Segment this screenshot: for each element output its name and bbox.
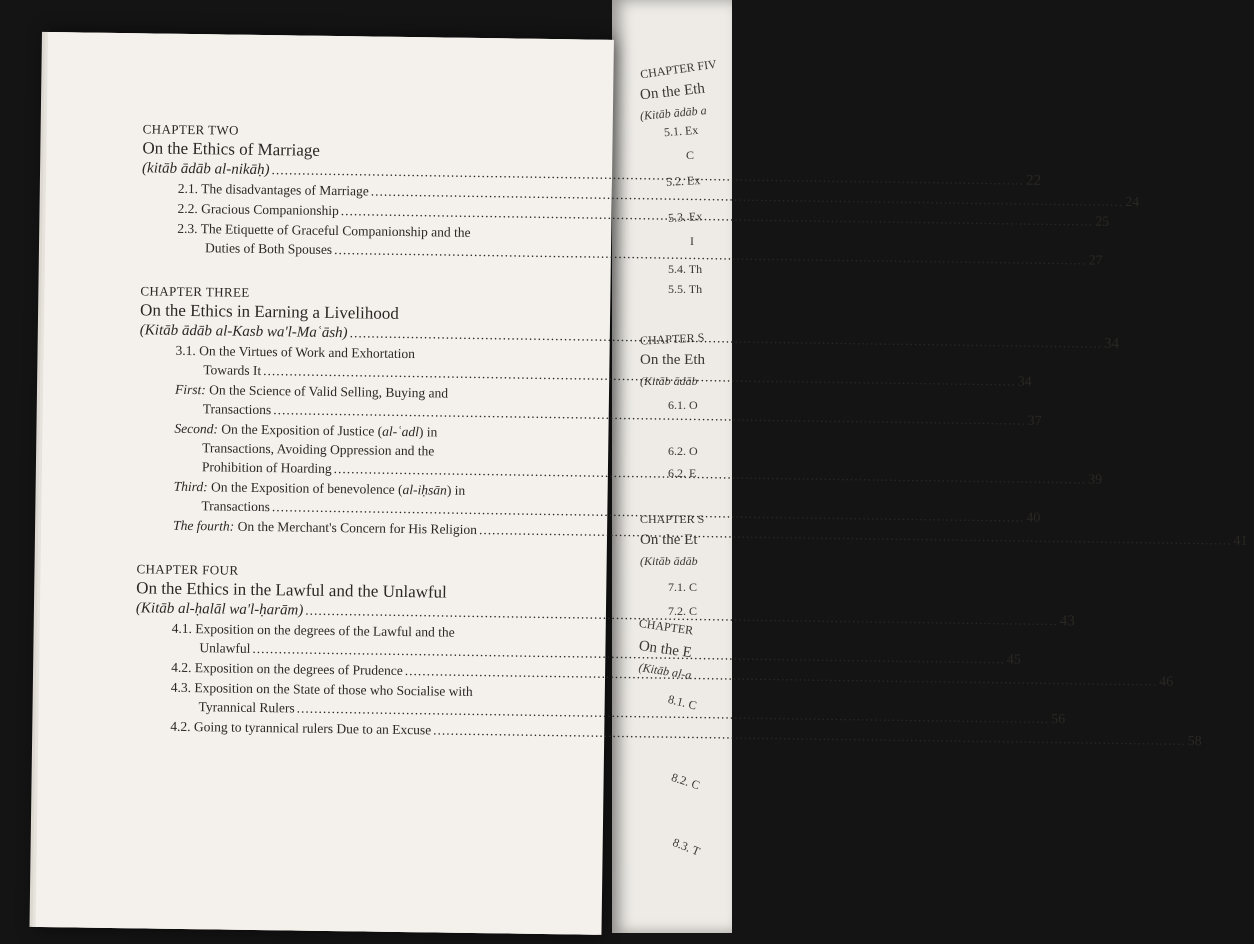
chapter-arabic-title: (Kitāb ādāb al-Kasb wa'l-Maʿāsh) bbox=[139, 322, 348, 342]
page-number: 46 bbox=[1159, 674, 1174, 690]
entry-title: On the Exposition of Justice ( bbox=[217, 421, 383, 439]
right-page-line: On the Eth bbox=[640, 352, 705, 368]
entry-title-line: 3.1. On the Virtues of Work and Exhortation bbox=[175, 342, 416, 362]
entry-title: Prohibition of Hoarding bbox=[201, 459, 332, 477]
right-page-line: CHAPTER S bbox=[639, 330, 705, 348]
leader-dots bbox=[433, 720, 1186, 750]
page-number: 34 bbox=[1103, 335, 1120, 352]
right-page-line: (Kitāb ādāb a bbox=[639, 103, 708, 123]
right-page-line: (Kitāb al-a bbox=[637, 660, 693, 683]
entry-title: Duties of Both Spouses bbox=[204, 240, 333, 257]
chapter-arabic-title: (Kitāb al-ḥalāl wa'l-ḥarām) bbox=[135, 600, 304, 619]
right-page-line: 6.1. O bbox=[668, 398, 698, 412]
entry-title: On the Exposition of benevolence ( bbox=[207, 479, 403, 497]
page-number: 40 bbox=[1026, 510, 1041, 526]
right-page-line: 7.2. C bbox=[668, 604, 698, 618]
page-number: 41 bbox=[1233, 533, 1248, 549]
entry-title-line: 4.1. Exposition on the degrees of the Lawful and the bbox=[171, 620, 455, 640]
right-page-line: 5.1. Ex bbox=[663, 122, 699, 140]
right-page-line: 5.2. Ex bbox=[665, 173, 701, 189]
entry-title: Unlawful bbox=[199, 640, 251, 656]
right-page-line: On the Eth bbox=[639, 80, 706, 104]
entry-title-line: Transactions, Avoiding Oppression and the bbox=[202, 440, 435, 459]
right-page-line: 5.3. Ex bbox=[667, 209, 703, 225]
chapter-label: CHAPTER FOUR bbox=[136, 561, 239, 578]
right-page-line: I bbox=[690, 234, 694, 248]
chapter-title: On the Ethics in Earning a Livelihood bbox=[139, 300, 399, 323]
chapter-title: On the Ethics in the Lawful and the Unlawful bbox=[136, 578, 447, 602]
right-page-line: 6.2. E bbox=[668, 466, 697, 480]
entry-lead: First: bbox=[174, 381, 206, 398]
entry-title: 4.2. Going to tyrannical rulers Due to an Excuse bbox=[170, 718, 432, 738]
page-number: 45 bbox=[1006, 652, 1021, 668]
right-page-line: 6.2. O bbox=[668, 444, 698, 458]
entry-lead: The fourth: bbox=[173, 517, 235, 534]
chapter-label: CHAPTER TWO bbox=[142, 121, 240, 138]
chapter-title: On the Ethics of Marriage bbox=[142, 138, 321, 160]
entry-term: al-ʿadl bbox=[382, 423, 420, 440]
page-number: 37 bbox=[1027, 413, 1042, 429]
page-number: 39 bbox=[1087, 472, 1103, 488]
right-page-line: CHAPTER bbox=[638, 616, 695, 638]
page-number: 27 bbox=[1088, 253, 1103, 269]
entry-title: Transactions bbox=[202, 401, 272, 418]
entry-title: ) in bbox=[418, 424, 438, 440]
entry-title: 4.2. Exposition on the degrees of Prudence bbox=[171, 659, 403, 679]
entry-title: Tyrannical Rulers bbox=[198, 699, 295, 716]
page-number: 22 bbox=[1025, 172, 1042, 189]
entry-title bbox=[173, 516, 477, 539]
page-number: 24 bbox=[1125, 195, 1140, 211]
right-page-line: (Kitāb ādāb bbox=[640, 554, 698, 568]
right-page-line: 5.4. Th bbox=[668, 262, 703, 276]
entry-title: 2.2. Gracious Companionship bbox=[177, 200, 339, 219]
right-page-line: 8.3. T bbox=[670, 835, 703, 859]
chapter-label: CHAPTER THREE bbox=[140, 283, 250, 300]
page-number: 58 bbox=[1187, 733, 1202, 750]
leader-dots bbox=[479, 520, 1232, 550]
entry-title-line: 2.3. The Etiquette of Graceful Companionship and the bbox=[177, 220, 471, 240]
entry-lead: Second: bbox=[174, 420, 219, 437]
entry-title-rest: On the Merchant's Concern for His Religion bbox=[234, 518, 478, 538]
entry-title: On the Science of Valid Selling, Buying and bbox=[205, 382, 449, 401]
entry-title: Transactions bbox=[201, 498, 271, 515]
entry-term: al-iḥsān bbox=[402, 481, 447, 498]
right-page-line: CHAPTER S bbox=[640, 512, 705, 526]
page-number: 56 bbox=[1051, 712, 1066, 728]
chapter-arabic-title: (kitāb ādāb al-nikāḥ) bbox=[141, 160, 270, 179]
right-page-line: 8.2. C bbox=[669, 770, 702, 793]
entry-title: Towards It bbox=[203, 362, 262, 379]
right-page-line: C bbox=[686, 148, 695, 162]
page-number: 25 bbox=[1095, 214, 1110, 230]
right-page-line: 5.5. Th bbox=[668, 282, 703, 296]
entry-title: 2.1. The disadvantages of Marriage bbox=[177, 180, 369, 199]
entry-lead: Third: bbox=[173, 478, 208, 495]
right-page-line: 7.1. C bbox=[668, 580, 698, 594]
entry-title: ) in bbox=[446, 482, 466, 498]
right-page-line: On the E bbox=[637, 638, 693, 662]
right-page-line: On the Et bbox=[640, 532, 698, 548]
page-number: 34 bbox=[1017, 374, 1032, 390]
right-page-line: CHAPTER FIV bbox=[639, 56, 718, 82]
page-number: 43 bbox=[1059, 613, 1075, 630]
entry-title-line: 4.3. Exposition on the State of those who Socialise with bbox=[170, 679, 473, 699]
right-page-line: (Kitāb ādāb bbox=[640, 374, 698, 388]
right-page-line: 8.1. C bbox=[666, 692, 699, 713]
